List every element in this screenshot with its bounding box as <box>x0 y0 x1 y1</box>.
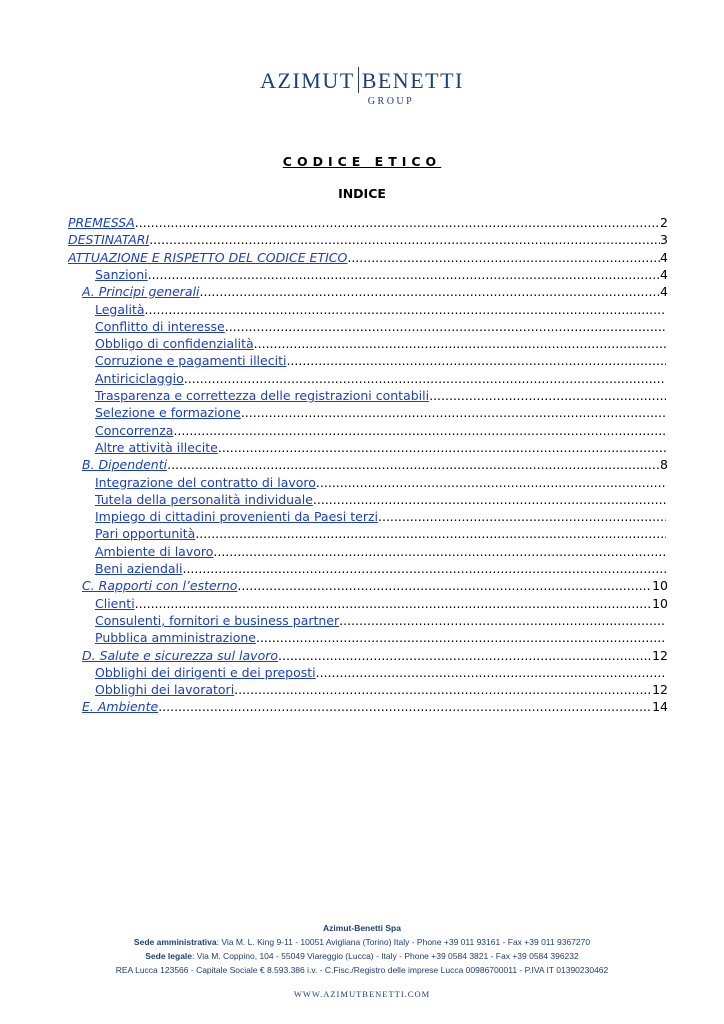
toc-entry-link[interactable]: Altre attività illecite <box>95 439 218 455</box>
toc-entry <box>95 681 668 698</box>
toc-dot-leader <box>339 612 666 629</box>
logo-wordmark <box>0 68 724 96</box>
logo-divider <box>358 67 359 93</box>
document-title: CODICE ETICO <box>282 154 442 169</box>
toc-page-number: 4 <box>660 284 668 300</box>
toc-entry <box>68 214 668 231</box>
toc-entry-link[interactable]: Beni aziendali <box>95 561 183 576</box>
toc-dot-leader <box>316 664 666 681</box>
logo-left-word: AZIMUT <box>260 68 355 93</box>
toc-entry <box>95 422 666 439</box>
toc-entry-link[interactable]: ATTUAZIONE E RISPETTO DEL CODICE ETICO <box>68 249 348 265</box>
index-heading: INDICE <box>338 186 386 201</box>
toc-entry-link[interactable]: D. Salute e sicurezza sul lavoro <box>82 647 279 663</box>
toc-entry-link[interactable]: Pubblica amministrazione <box>95 630 256 646</box>
toc-entry <box>95 335 666 352</box>
toc-entry <box>95 352 666 369</box>
toc-dot-leader <box>195 525 666 542</box>
toc-entry-link[interactable]: Antiriciclaggio <box>95 370 184 386</box>
toc-entry <box>68 231 668 248</box>
logo-right-word: BENETTI <box>361 68 464 93</box>
toc-entry <box>68 249 668 266</box>
company-logo <box>0 68 724 107</box>
toc-entry-link[interactable]: B. Dipendenti <box>82 457 168 473</box>
footer-legal-address <box>0 951 724 961</box>
toc-entry-link[interactable]: DESTINATARI <box>68 232 150 248</box>
footer-registry: REA Lucca 123566 - Capitale Sociale € 8.593.386 i.v. - C.Fisc./Registro delle imprese Lucca 00986700011 - P.IVA IT 01390230462 <box>115 965 609 975</box>
toc-entry-link[interactable]: Concorrenza <box>95 422 174 438</box>
toc-dot-leader <box>278 647 652 664</box>
footer-legal-label: Sede legale <box>145 951 193 961</box>
footer-admin-label: Sede amministrativa <box>133 937 217 947</box>
toc-entry-link[interactable]: C. Rapporti con l’esterno <box>82 578 238 594</box>
toc-dot-leader <box>149 231 660 248</box>
toc-dot-leader <box>158 698 652 715</box>
toc-page-number: 10 <box>652 578 668 594</box>
toc-entry <box>95 543 666 560</box>
toc-entry <box>95 595 668 612</box>
toc-entry <box>95 664 666 681</box>
footer-admin-address <box>0 937 724 947</box>
toc-dot-leader <box>313 491 666 508</box>
toc-entry <box>95 404 666 421</box>
toc-dot-leader <box>429 387 666 404</box>
toc-entry-link[interactable]: PREMESSA <box>68 215 135 230</box>
toc-entry-link[interactable]: Legalità <box>95 301 145 317</box>
toc-dot-leader <box>135 595 652 612</box>
toc-entry-link[interactable]: Obbligo di confidenzialità <box>95 336 254 352</box>
toc-entry-link[interactable]: Conflitto di interesse <box>95 318 225 334</box>
toc-page-number: 4 <box>660 249 668 265</box>
toc-dot-leader <box>237 577 652 594</box>
toc-entry <box>95 266 668 283</box>
toc-entry <box>95 491 666 508</box>
toc-dot-leader <box>218 439 666 456</box>
toc-entry <box>95 474 666 491</box>
toc-dot-leader <box>316 474 666 491</box>
logo-subtitle: GROUP <box>367 95 415 107</box>
toc-entry-link[interactable]: Trasparenza e correttezza delle registrazioni contabili <box>95 388 430 403</box>
toc-page-number: 14 <box>652 699 668 715</box>
toc-page-number: 4 <box>660 266 668 282</box>
toc-dot-leader <box>256 629 666 646</box>
toc-dot-leader <box>286 352 666 369</box>
toc-entry-link[interactable]: Selezione e formazione <box>95 405 241 421</box>
toc-entry <box>95 370 666 387</box>
toc-dot-leader <box>200 283 661 300</box>
toc-entry-link[interactable]: E. Ambiente <box>82 699 159 715</box>
toc-entry <box>82 577 668 594</box>
toc-dot-leader <box>347 249 660 266</box>
toc-entry-link[interactable]: Consulenti, fornitori e business partner <box>95 612 340 628</box>
footer-admin-text: : Via M. L. King 9-11 - 10051 Avigliana (Torino) Italy - Phone +39 011 93161 - Fax +39 011 9367270 <box>216 937 591 947</box>
toc-dot-leader <box>241 404 666 421</box>
toc-entry <box>95 439 666 456</box>
toc-page-number: 2 <box>660 215 668 230</box>
toc-entry-link[interactable]: Impiego di cittadini provenienti da Paesi terzi <box>95 509 378 525</box>
toc-page-number: 3 <box>660 232 668 248</box>
toc-entry-link[interactable]: Ambiente di lavoro <box>95 543 214 559</box>
toc-entry-link[interactable]: Obblighi dei lavoratori <box>95 682 235 698</box>
toc-entry <box>95 629 666 646</box>
toc-dot-leader <box>167 456 660 473</box>
toc-entry <box>95 612 666 629</box>
toc-entry-link[interactable]: A. Principi generali <box>82 284 200 300</box>
toc-page-number: 8 <box>660 457 668 473</box>
toc-dot-leader <box>182 560 666 577</box>
toc-dot-leader <box>145 301 666 318</box>
toc-entry-link[interactable]: Clienti <box>95 595 135 611</box>
toc-entry <box>82 456 668 473</box>
toc-dot-leader <box>135 214 660 231</box>
toc-page-number: 12 <box>652 647 668 663</box>
footer-website-link[interactable]: WWW.AZIMUTBENETTI.COM <box>293 989 431 999</box>
toc-entry <box>95 560 666 577</box>
toc-dot-leader <box>225 318 666 335</box>
toc-entry <box>95 508 666 525</box>
toc-dot-leader <box>234 681 652 698</box>
toc-entry <box>82 698 668 715</box>
toc-entry <box>82 283 668 300</box>
toc-entry <box>95 525 666 542</box>
toc-dot-leader <box>254 335 666 352</box>
toc-entry <box>95 301 666 318</box>
toc-entry <box>95 318 666 335</box>
toc-dot-leader <box>184 370 666 387</box>
toc-dot-leader <box>378 508 666 525</box>
toc-dot-leader <box>213 543 666 560</box>
toc-entry-link[interactable]: Sanzioni <box>95 266 148 282</box>
footer-legal-text: : Via M. Coppino, 104 - 55049 Viareggio (Lucca) - Italy - Phone +39 0584 3821 - Fax +39 0584 396232 <box>192 951 579 961</box>
toc-entry <box>95 387 666 404</box>
toc-dot-leader <box>173 422 666 439</box>
toc-entry-link[interactable]: Corruzione e pagamenti illeciti <box>95 353 287 369</box>
toc-entry <box>82 647 668 664</box>
toc-page-number: 12 <box>652 682 668 698</box>
toc-entry-link[interactable]: Obblighi dei dirigenti e dei preposti <box>95 664 316 680</box>
footer-company: Azimut-Benetti Spa <box>323 923 401 933</box>
toc-entry-link[interactable]: Tutela della personalità individuale <box>95 491 313 507</box>
toc-dot-leader <box>148 266 660 283</box>
toc-entry-link[interactable]: Pari opportunità <box>95 526 196 542</box>
toc-entry-link[interactable]: Integrazione del contratto di lavoro <box>95 474 316 490</box>
toc-page-number: 10 <box>652 595 668 611</box>
